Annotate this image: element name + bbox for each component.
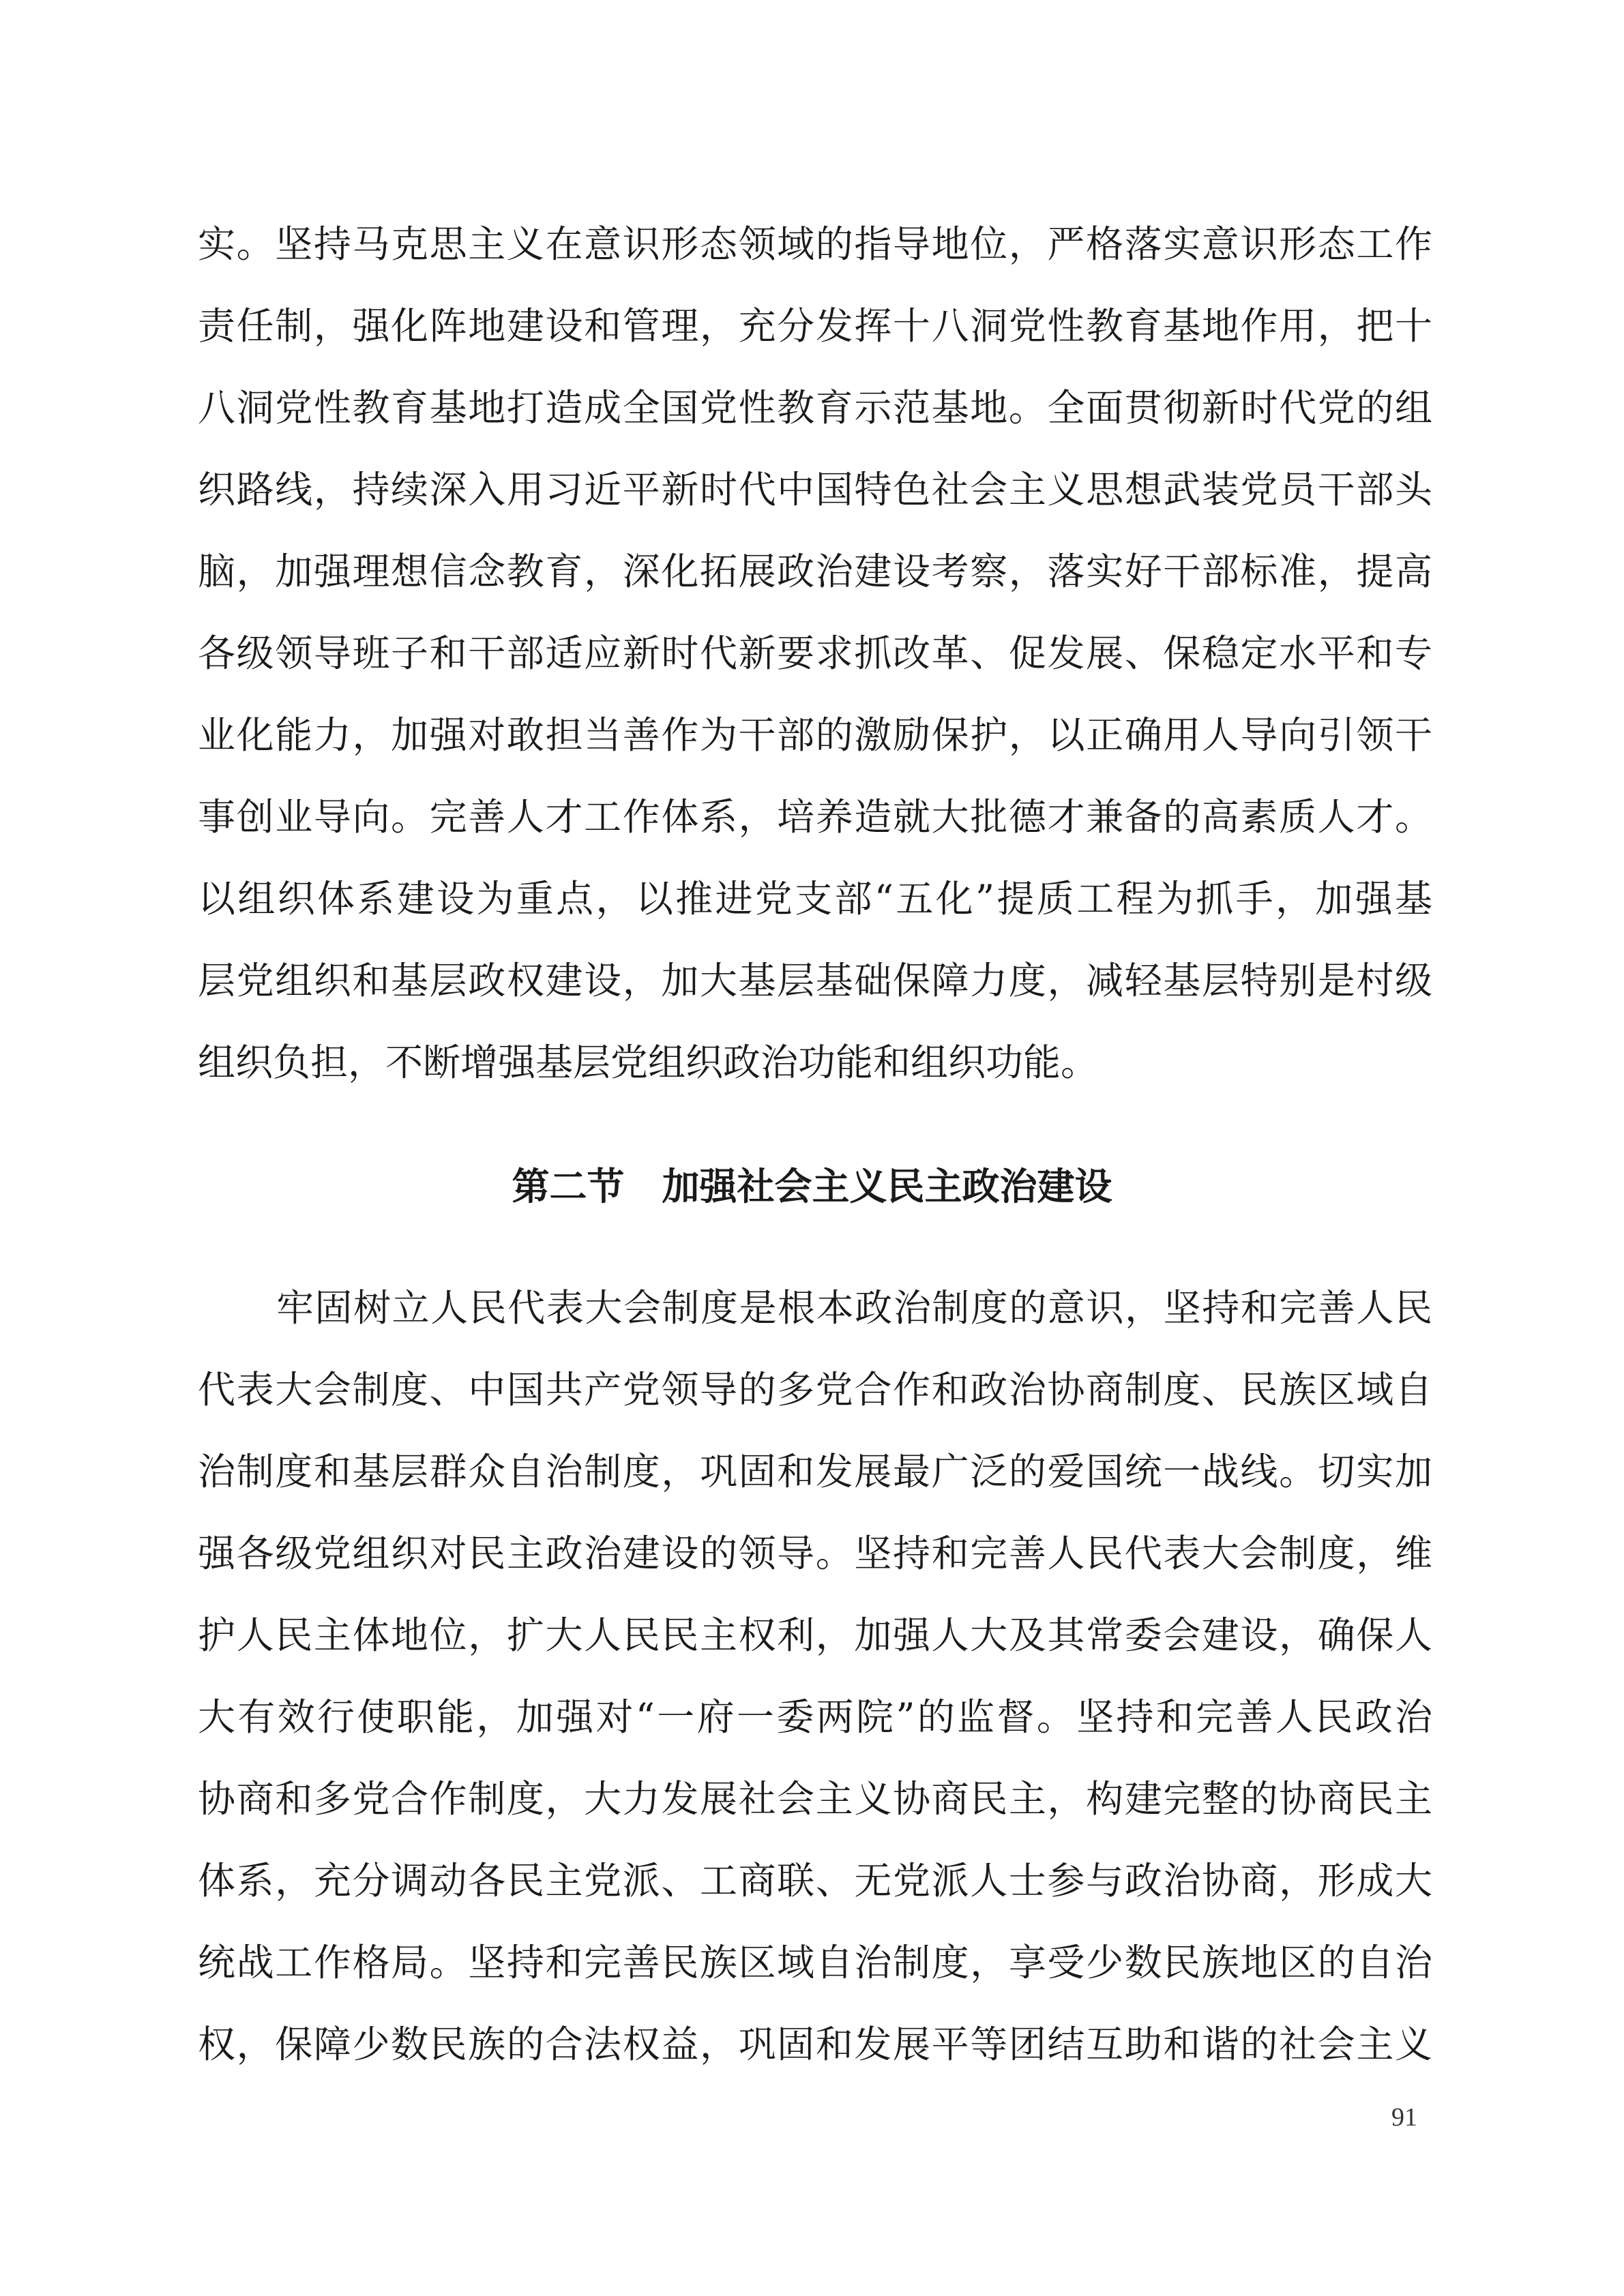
- body-text-line: 强各级党组织对民主政治建设的领导。坚持和完善人民代表大会制度，维: [198, 1532, 1432, 1575]
- body-text-line: 以组织体系建设为重点，以推进党支部“五化”提质工程为抓手，加强基: [198, 877, 1432, 921]
- body-text-line: 组织负担，不断增强基层党组织政治功能和组织功能。: [198, 1041, 1099, 1084]
- body-text-line: 责任制，强化阵地建设和管理，充分发挥十八洞党性教育基地作用，把十: [198, 304, 1432, 348]
- body-text-line: 体系，充分调动各民主党派、工商联、无党派人士参与政治协商，形成大: [198, 1859, 1432, 1903]
- body-text-line: 协商和多党合作制度，大力发展社会主义协商民主，构建完整的协商民主: [198, 1777, 1432, 1821]
- body-text-line: 实。坚持马克思主义在意识形态领域的指导地位，严格落实意识形态工作: [198, 222, 1432, 266]
- body-text-line: 治制度和基层群众自治制度，巩固和发展最广泛的爱国统一战线。切实加: [198, 1450, 1432, 1493]
- body-text-line: 脑，加强理想信念教育，深化拓展政治建设考察，落实好干部标准，提高: [198, 550, 1432, 593]
- body-text-line: 统战工作格局。坚持和完善民族区域自治制度，享受少数民族地区的自治: [198, 1941, 1432, 1984]
- body-text-line: 事创业导向。完善人才工作体系，培养造就大批德才兼备的高素质人才。: [198, 795, 1432, 839]
- body-text-line: 大有效行使职能，加强对“一府一委两院”的监督。坚持和完善人民政治: [198, 1695, 1432, 1739]
- body-text-line: 织路线，持续深入用习近平新时代中国特色社会主义思想武装党员干部头: [198, 468, 1432, 511]
- body-text-line: 各级领导班子和干部适应新时代新要求抓改革、促发展、保稳定水平和专: [198, 631, 1432, 675]
- section-heading: 第二节 加强社会主义民主政治建设: [512, 1165, 1112, 1208]
- page-number: 91: [1391, 2103, 1417, 2132]
- body-text-line: 权，保障少数民族的合法权益，巩固和发展平等团结互助和谐的社会主义: [198, 2023, 1432, 2066]
- body-text-line: 业化能力，加强对敢担当善作为干部的激励保护，以正确用人导向引领干: [198, 713, 1432, 757]
- body-text-line: 层党组织和基层政权建设，加大基层基础保障力度，减轻基层特别是村级: [198, 959, 1432, 1002]
- body-text-line: 八洞党性教育基地打造成全国党性教育示范基地。全面贯彻新时代党的组: [198, 386, 1432, 430]
- body-text-line: 牢固树立人民代表大会制度是根本政治制度的意识，坚持和完善人民: [276, 1286, 1432, 1330]
- body-text-line: 护人民主体地位，扩大人民民主权利，加强人大及其常委会建设，确保人: [198, 1613, 1432, 1657]
- body-text-line: 代表大会制度、中国共产党领导的多党合作和政治协商制度、民族区域自: [198, 1368, 1432, 1412]
